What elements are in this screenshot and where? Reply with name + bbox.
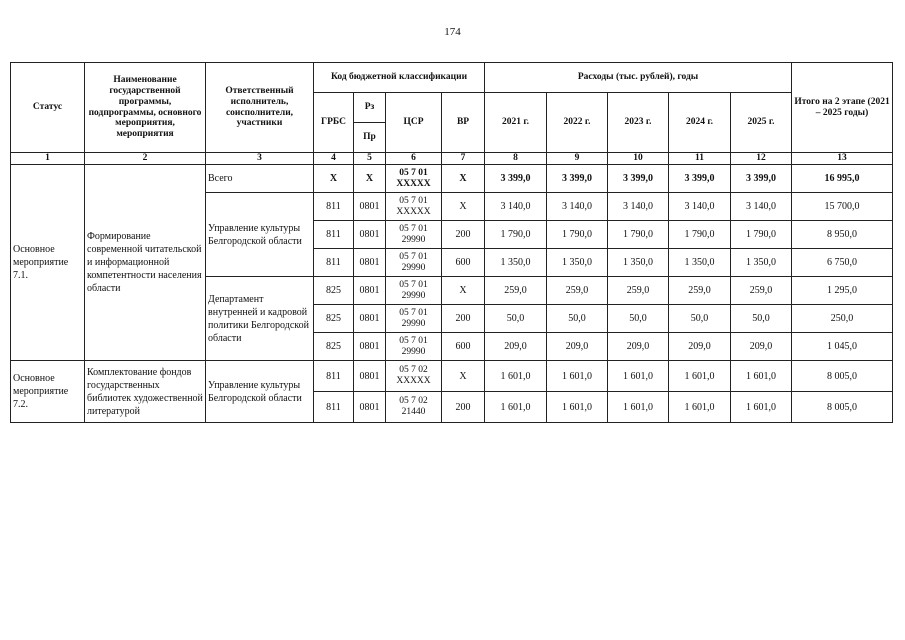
column-number: 5: [354, 153, 386, 165]
vr-cell: 600: [442, 333, 485, 361]
value-cell: 259,0: [485, 277, 547, 305]
budget-table: [10, 62, 893, 423]
header-year-2025: 2025 г.: [731, 93, 792, 153]
column-number: 3: [206, 153, 314, 165]
vr-cell: Х: [442, 277, 485, 305]
vr-cell: 200: [442, 392, 485, 423]
grbs-cell: 825: [314, 277, 354, 305]
vr-cell: Х: [442, 361, 485, 392]
table-row: [11, 361, 893, 392]
rzpr-cell: 0801: [354, 249, 386, 277]
column-number: 7: [442, 153, 485, 165]
grbs-cell: 811: [314, 249, 354, 277]
total-cell: 8 005,0: [792, 392, 893, 423]
csr-cell: 05 7 01 29990: [386, 277, 442, 305]
value-cell: 3 399,0: [731, 165, 792, 193]
header-year-2024: 2024 г.: [669, 93, 731, 153]
value-cell: 1 601,0: [485, 361, 547, 392]
header-status: Статус: [11, 63, 85, 153]
total-cell: 15 700,0: [792, 193, 893, 221]
column-number: 9: [547, 153, 608, 165]
measure-name-cell: Комплектование фондов государственных библиотек художественной литературой: [85, 361, 206, 423]
grbs-cell: 811: [314, 392, 354, 423]
value-cell: 209,0: [669, 333, 731, 361]
csr-cell: 05 7 01 29990: [386, 333, 442, 361]
value-cell: 3 140,0: [485, 193, 547, 221]
value-cell: 259,0: [608, 277, 669, 305]
value-cell: 1 601,0: [669, 392, 731, 423]
column-number: 2: [85, 153, 206, 165]
total-cell: 250,0: [792, 305, 893, 333]
value-cell: 1 350,0: [485, 249, 547, 277]
value-cell: 50,0: [669, 305, 731, 333]
responsible-cell: Департамент внутренней и кадровой политики Белгородской области: [206, 277, 314, 361]
value-cell: 1 601,0: [608, 361, 669, 392]
value-cell: 1 601,0: [731, 361, 792, 392]
value-cell: 3 140,0: [608, 193, 669, 221]
column-number: 11: [669, 153, 731, 165]
value-cell: 259,0: [669, 277, 731, 305]
header-pr: Пр: [354, 123, 386, 153]
rzpr-cell: 0801: [354, 333, 386, 361]
rzpr-cell: 0801: [354, 221, 386, 249]
value-cell: 1 601,0: [547, 361, 608, 392]
value-cell: 3 399,0: [608, 165, 669, 193]
value-cell: 1 601,0: [608, 392, 669, 423]
rzpr-cell: 0801: [354, 277, 386, 305]
header-responsible: Ответственный исполнитель, соисполнители, участники: [206, 63, 314, 153]
value-cell: 1 601,0: [485, 392, 547, 423]
grbs-cell: 811: [314, 193, 354, 221]
value-cell: 1 790,0: [608, 221, 669, 249]
rzpr-cell: Х: [354, 165, 386, 193]
total-cell: 1 045,0: [792, 333, 893, 361]
csr-cell: 05 7 02 21440: [386, 392, 442, 423]
value-cell: 1 350,0: [669, 249, 731, 277]
grbs-cell: 811: [314, 221, 354, 249]
rzpr-cell: 0801: [354, 361, 386, 392]
column-number: 8: [485, 153, 547, 165]
column-number: 6: [386, 153, 442, 165]
rzpr-cell: 0801: [354, 305, 386, 333]
value-cell: 3 399,0: [669, 165, 731, 193]
grbs-cell: 825: [314, 305, 354, 333]
value-cell: 1 350,0: [547, 249, 608, 277]
responsible-cell: Всего: [206, 165, 314, 193]
header-csr: ЦСР: [386, 93, 442, 153]
value-cell: 3 399,0: [485, 165, 547, 193]
total-cell: 1 295,0: [792, 277, 893, 305]
header-year-2021: 2021 г.: [485, 93, 547, 153]
total-cell: 6 750,0: [792, 249, 893, 277]
vr-cell: Х: [442, 193, 485, 221]
value-cell: 50,0: [608, 305, 669, 333]
header-vr: ВР: [442, 93, 485, 153]
value-cell: 1 350,0: [731, 249, 792, 277]
header-year-2023: 2023 г.: [608, 93, 669, 153]
value-cell: 3 140,0: [731, 193, 792, 221]
column-number: 10: [608, 153, 669, 165]
value-cell: 50,0: [485, 305, 547, 333]
page-number: 174: [444, 26, 461, 38]
csr-cell: 05 7 01 29990: [386, 249, 442, 277]
value-cell: 1 601,0: [547, 392, 608, 423]
value-cell: 209,0: [608, 333, 669, 361]
value-cell: 259,0: [731, 277, 792, 305]
value-cell: 3 140,0: [547, 193, 608, 221]
column-number: 4: [314, 153, 354, 165]
status-cell: Основное мероприятие 7.2.: [11, 361, 85, 423]
header-total: Итого на 2 этапе (2021 – 2025 годы): [792, 63, 893, 153]
value-cell: 1 790,0: [485, 221, 547, 249]
value-cell: 1 601,0: [669, 361, 731, 392]
vr-cell: 200: [442, 221, 485, 249]
column-number: 13: [792, 153, 893, 165]
rzpr-cell: 0801: [354, 392, 386, 423]
responsible-cell: Управление культуры Белгородской области: [206, 193, 314, 277]
header-expenses: Расходы (тыс. рублей), годы: [485, 63, 792, 93]
total-cell: 8 005,0: [792, 361, 893, 392]
responsible-cell: Управление культуры Белгородской области: [206, 361, 314, 423]
vr-cell: 600: [442, 249, 485, 277]
vr-cell: 200: [442, 305, 485, 333]
column-number: 12: [731, 153, 792, 165]
csr-cell: 05 7 01 ХХХХХ: [386, 193, 442, 221]
grbs-cell: Х: [314, 165, 354, 193]
csr-cell: 05 7 01 ХХХХХ: [386, 165, 442, 193]
column-number: 1: [11, 153, 85, 165]
csr-cell: 05 7 01 29990: [386, 221, 442, 249]
value-cell: 3 140,0: [669, 193, 731, 221]
column-number-row: [11, 153, 893, 165]
total-cell: 8 950,0: [792, 221, 893, 249]
value-cell: 3 399,0: [547, 165, 608, 193]
measure-name-cell: Формирование современной читательской и информационной компетентности населения области: [85, 165, 206, 361]
header-year-2022: 2022 г.: [547, 93, 608, 153]
value-cell: 1 601,0: [731, 392, 792, 423]
csr-cell: 05 7 02 ХХХХХ: [386, 361, 442, 392]
vr-cell: Х: [442, 165, 485, 193]
value-cell: 209,0: [485, 333, 547, 361]
grbs-cell: 825: [314, 333, 354, 361]
csr-cell: 05 7 01 29990: [386, 305, 442, 333]
value-cell: 1 790,0: [731, 221, 792, 249]
value-cell: 1 790,0: [547, 221, 608, 249]
value-cell: 209,0: [731, 333, 792, 361]
grbs-cell: 811: [314, 361, 354, 392]
header-name: Наименование государственной программы, подпрограммы, основного мероприятия, мероприятия: [85, 63, 206, 153]
status-cell: Основное мероприятие 7.1.: [11, 165, 85, 361]
value-cell: 1 790,0: [669, 221, 731, 249]
value-cell: 209,0: [547, 333, 608, 361]
value-cell: 259,0: [547, 277, 608, 305]
rzpr-cell: 0801: [354, 193, 386, 221]
total-cell: 16 995,0: [792, 165, 893, 193]
header-budget-code: Код бюджетной классификации: [314, 63, 485, 93]
table-row: [11, 165, 893, 193]
header-grbs: ГРБС: [314, 93, 354, 153]
header-rz: Рз: [354, 93, 386, 123]
value-cell: 50,0: [731, 305, 792, 333]
value-cell: 50,0: [547, 305, 608, 333]
value-cell: 1 350,0: [608, 249, 669, 277]
